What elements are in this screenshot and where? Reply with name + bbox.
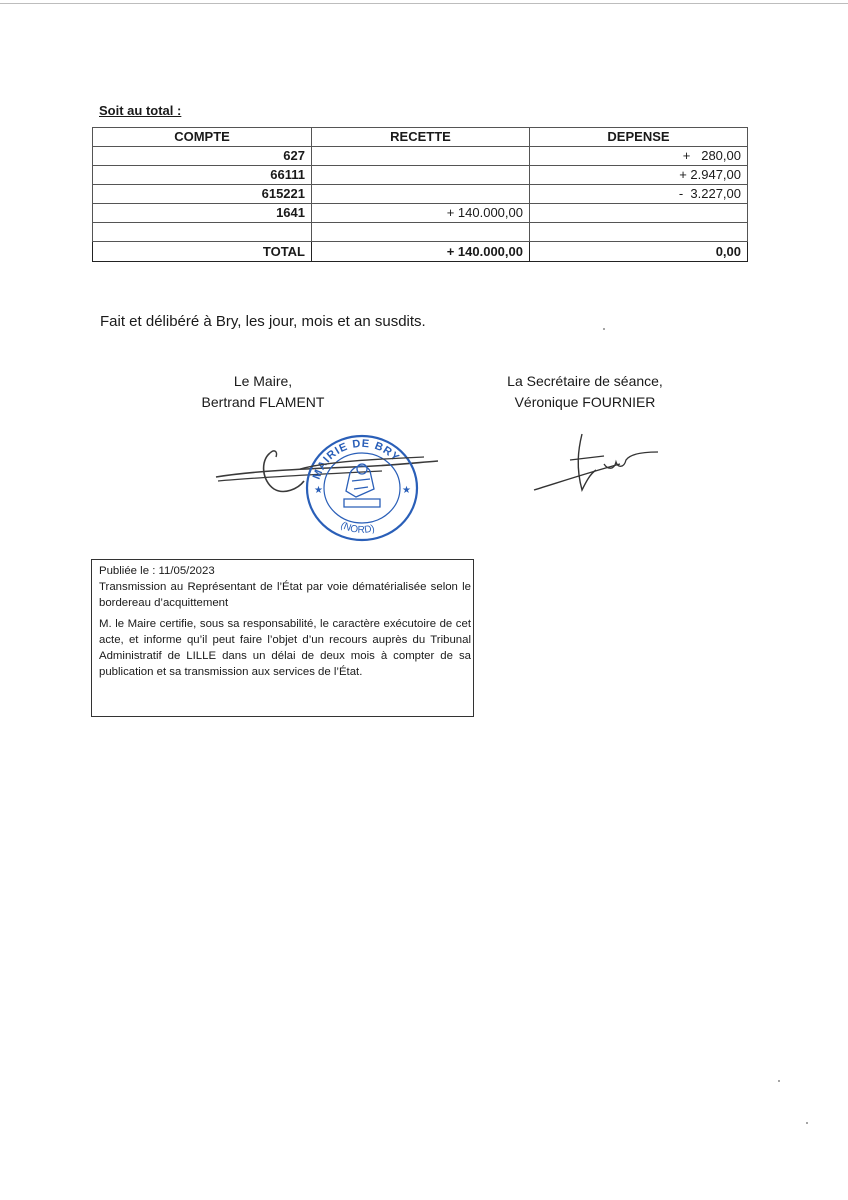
table-row bbox=[93, 147, 748, 166]
total-label: TOTAL bbox=[93, 242, 312, 262]
maire-name: Bertrand FLAMENT bbox=[201, 394, 325, 410]
cell-recette bbox=[312, 185, 530, 204]
cell-compte: 66111 bbox=[93, 166, 312, 185]
scan-edge-line bbox=[0, 3, 848, 4]
cell-compte: 627 bbox=[93, 147, 312, 166]
cell-depense: + 2.947,00 bbox=[530, 166, 748, 185]
cell-recette bbox=[312, 166, 530, 185]
publication-notice bbox=[91, 559, 474, 717]
stamp-bottom-text: (NORD) bbox=[338, 519, 376, 536]
secretaire-role: La Secrétaire de séance, bbox=[507, 373, 663, 389]
table-total-row bbox=[93, 242, 748, 262]
svg-text:★: ★ bbox=[402, 485, 411, 496]
transmission-note: Transmission au Représentant de l’État par voie dématérialisée selon le bordereau d’acquittement bbox=[99, 581, 471, 610]
closing-statement: Fait et délibéré à Bry, les jour, mois et an susdits. bbox=[100, 313, 426, 330]
scan-speck bbox=[603, 328, 605, 330]
svg-text:★: ★ bbox=[314, 485, 323, 496]
certification-paragraph: M. le Maire certifie, sous sa responsabilité, le caractère exécutoire de cet acte, et informe qu’il peut faire l’objet d’un recours auprès du Tribunal Administratif de LILLE dans un délai de deux mois à compter de sa publication et sa transmission aux services de l’État. bbox=[99, 617, 471, 679]
cell-depense: + 280,00 bbox=[530, 147, 748, 166]
cell-compte: 1641 bbox=[93, 204, 312, 223]
table-row bbox=[93, 185, 748, 204]
total-recette: + 140.000,00 bbox=[312, 242, 530, 262]
totals-table bbox=[92, 127, 748, 262]
table-row-empty bbox=[93, 223, 748, 242]
table-row bbox=[93, 166, 748, 185]
cell-compte: 615221 bbox=[93, 185, 312, 204]
secretaire-handwritten-signature bbox=[530, 430, 662, 496]
header-compte: COMPTE bbox=[93, 128, 312, 147]
table-row bbox=[93, 204, 748, 223]
cell-depense: - 3.227,00 bbox=[530, 185, 748, 204]
total-depense: 0,00 bbox=[530, 242, 748, 262]
cell-recette bbox=[312, 147, 530, 166]
header-recette: RECETTE bbox=[312, 128, 530, 147]
cell-recette bbox=[312, 223, 530, 242]
header-depense: DEPENSE bbox=[530, 128, 748, 147]
secretaire-name: Véronique FOURNIER bbox=[514, 394, 656, 410]
section-title: Soit au total : bbox=[99, 103, 182, 118]
maire-role: Le Maire, bbox=[233, 373, 293, 389]
table-header-row bbox=[93, 128, 748, 147]
scan-speck bbox=[806, 1122, 808, 1124]
mairie-stamp bbox=[300, 433, 424, 543]
stamp-top-text: MAIRIE DE BRY bbox=[310, 437, 402, 482]
publication-date: Publiée le : 11/05/2023 bbox=[99, 565, 215, 577]
cell-compte bbox=[93, 223, 312, 242]
maire-signature-block bbox=[188, 371, 338, 413]
secretaire-signature-block bbox=[494, 371, 676, 413]
scan-speck bbox=[778, 1080, 780, 1082]
cell-depense bbox=[530, 204, 748, 223]
svg-text:MAIRIE DE BRY bbox=[311, 438, 402, 481]
cell-recette: + 140.000,00 bbox=[312, 204, 530, 223]
cell-depense bbox=[530, 223, 748, 242]
